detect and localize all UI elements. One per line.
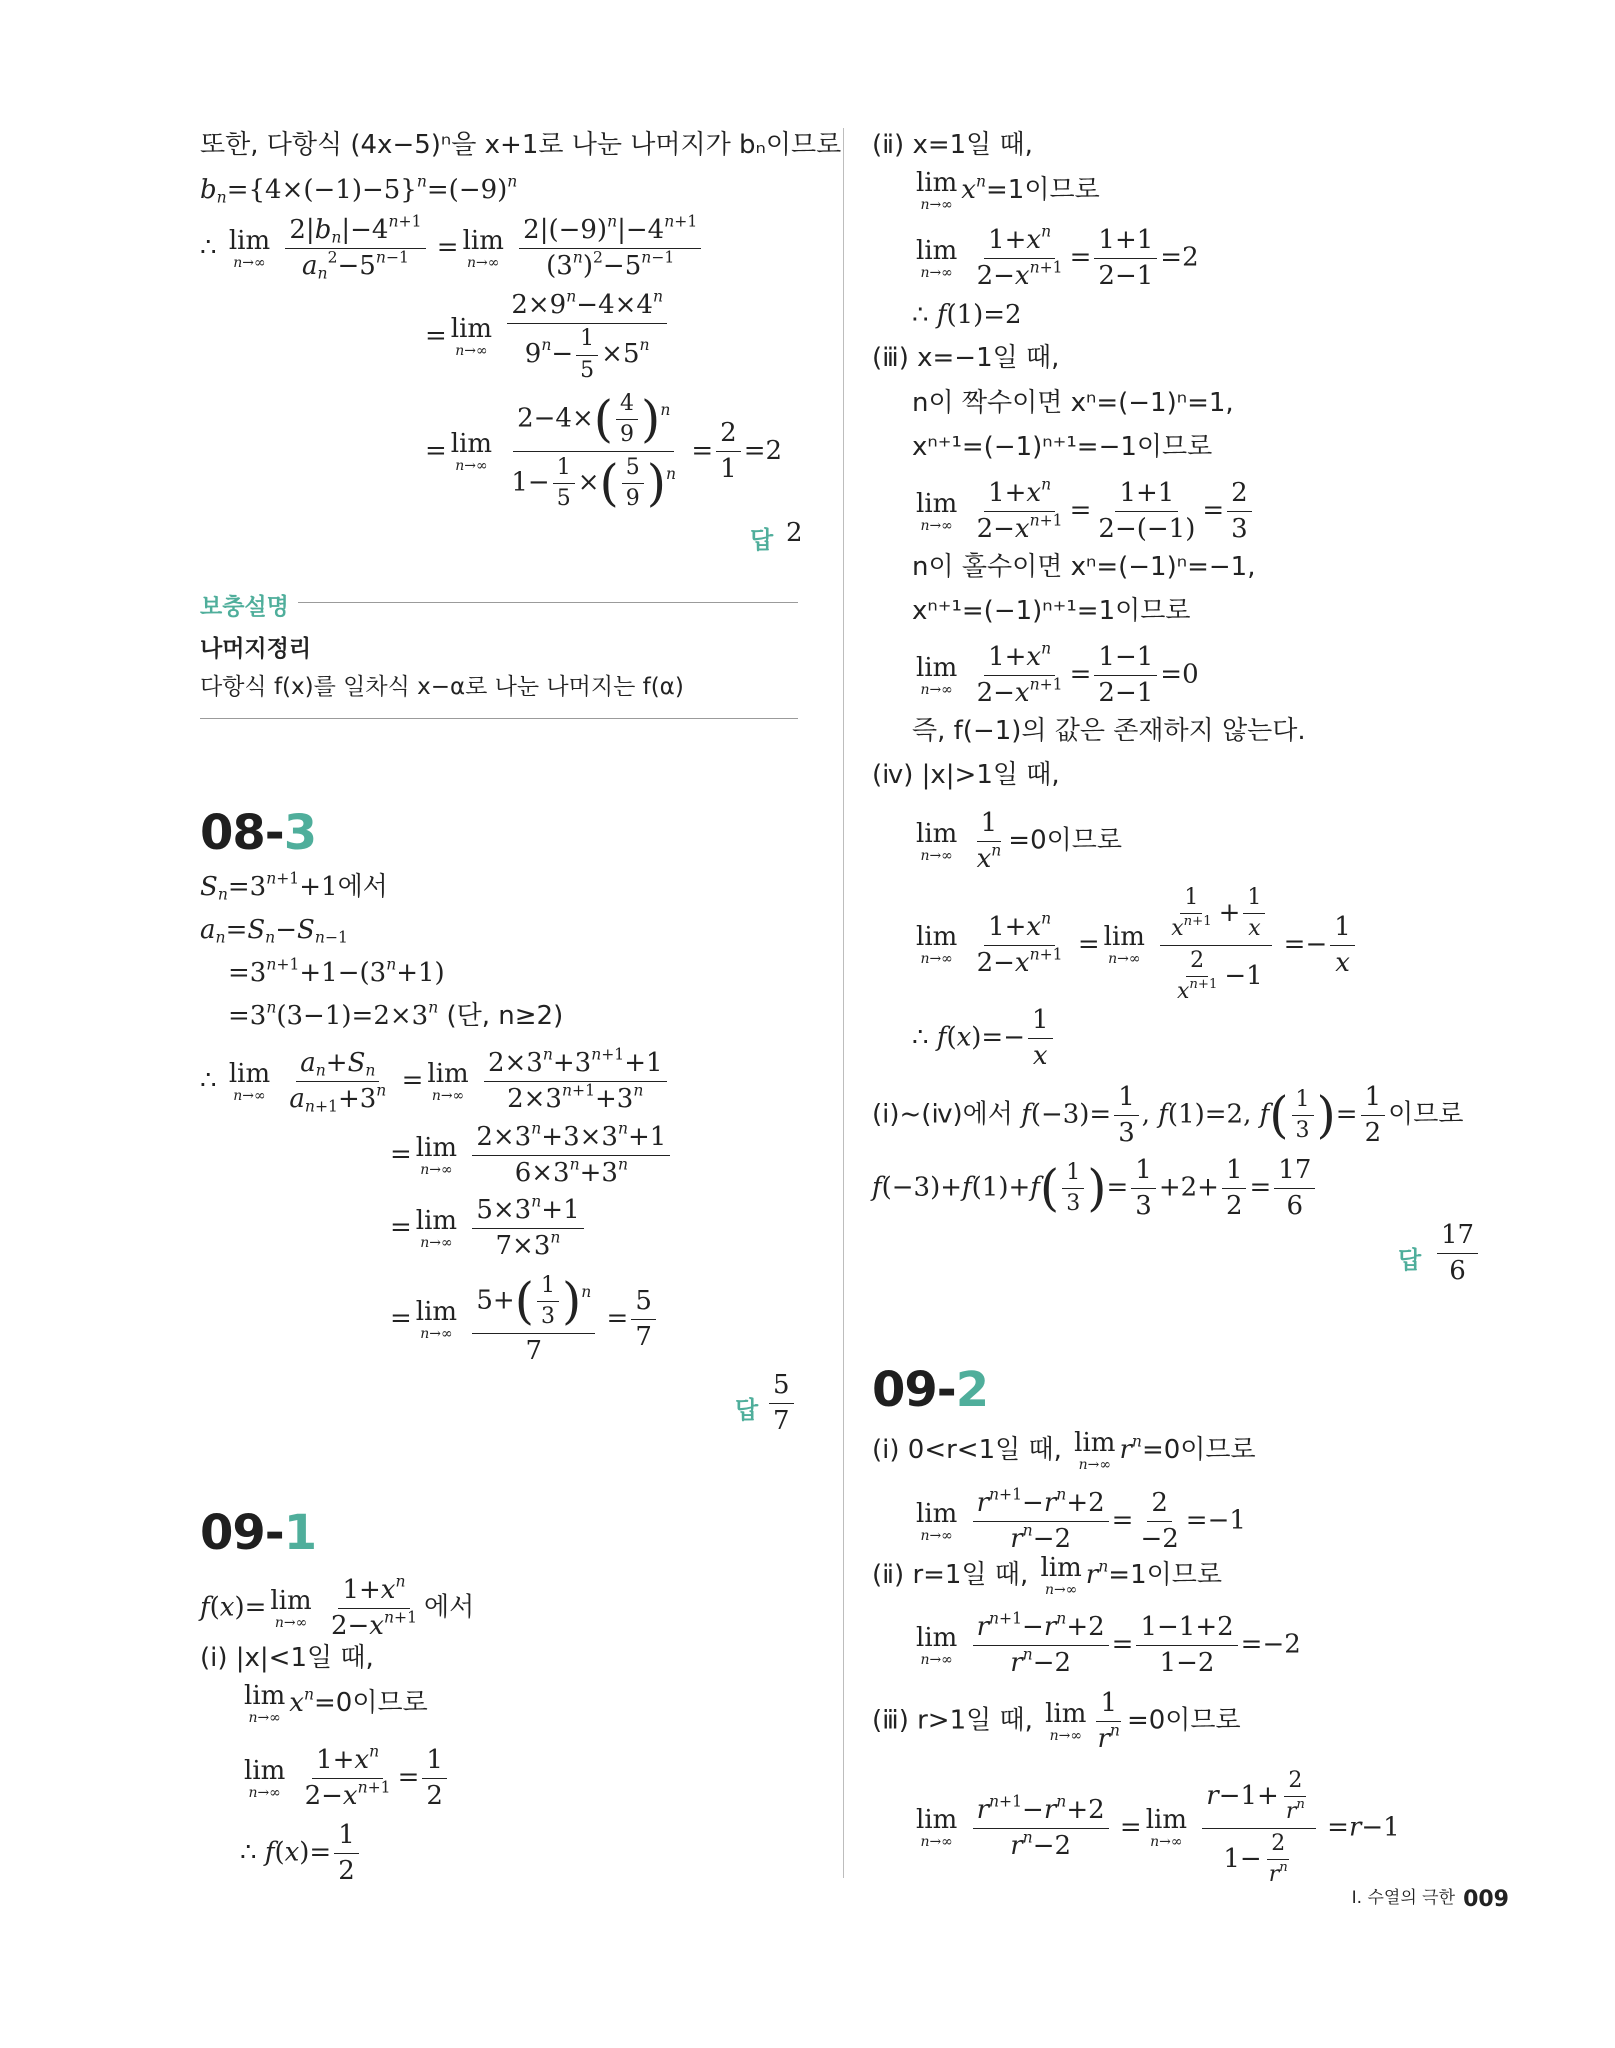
math-line: lim n→∞ $\frac{1+x^n}{2-x^{n+1}}$ = $\frac{1}{2}$ — [240, 1745, 450, 1812]
math-line: $b_n=\{4\times(-1)-5\}^n=(-9)^n$ — [200, 172, 518, 207]
supplement-title: 보충설명 — [200, 594, 289, 620]
supplement-rule — [298, 602, 798, 603]
case-heading: (ⅰ) |x|<1일 때, — [200, 1643, 374, 1673]
math-line: (ⅰ)~(ⅳ)에서 f(−3)= $\frac{1}{3}$ , f(1)=2, f( $\frac{1}{3}$ )= $\frac{1}{2}$ 이므로 — [872, 1082, 1464, 1149]
math-line: lim n→∞ $\frac{1+x^n}{2-x^{n+1}}$ = $\frac{1+1}{2-(-1)}$ = $\frac{2}{3}$ — [912, 478, 1255, 545]
math-line: = lim n→∞ $\frac{5\times 3^n+1}{7\times 3^n}$ — [390, 1195, 587, 1262]
text-line: 또한, 다항식 (4x−5)ⁿ을 x+1로 나눈 나머지가 bₙ이므로 — [200, 130, 842, 160]
text-line: xⁿ⁺¹=(−1)ⁿ⁺¹=1이므로 — [912, 596, 1191, 626]
text-line: n이 홀수이면 xⁿ=(−1)ⁿ=−1, — [912, 552, 1256, 582]
section-title-09-1: 09-1 — [200, 1505, 317, 1561]
case-heading: (ⅳ) |x|>1일 때, — [872, 760, 1060, 790]
section-title-08-3: 08-3 — [200, 805, 317, 861]
chapter-label: Ⅰ. 수열의 극한 — [1351, 1888, 1455, 1908]
math-line: (ⅱ) r=1일 때, lim n→∞ $r^n=1$이므로 — [872, 1553, 1222, 1598]
math-line: ∴ f(1)=2 — [912, 300, 1022, 330]
case-heading: (ⅱ) x=1일 때, — [872, 130, 1033, 160]
text-line: 즉, f(−1)의 값은 존재하지 않는다. — [912, 716, 1306, 746]
math-line: (ⅰ) 0<r<1일 때, lim n→∞ $r^n=0$이므로 — [872, 1428, 1256, 1473]
math-line: f(−3)+f(1)+f( $\frac{1}{3}$ )= $\frac{1}{3}$ +2+ $\frac{1}{2}$ = $\frac{17}{6}$ — [872, 1155, 1318, 1222]
math-line: = lim n→∞ $\frac{2\times 3^n+3\times 3^n+1}{6\times 3^n+3^n}$ — [390, 1122, 673, 1189]
math-line: ∴ f(x)= $\frac{1}{2}$ — [240, 1820, 362, 1887]
case-heading: (ⅲ) x=−1일 때, — [872, 343, 1060, 373]
math-line: lim n→∞ $\frac{1+x^n}{2-x^{n+1}}$ = $\frac{1-1}{2-1}$ =0 — [916, 639, 1199, 709]
supplement-rule-bottom — [200, 718, 798, 719]
math-line: f(x)= lim n→∞ $\frac{1+x^n}{2-x^{n+1}}$ 에서 — [200, 1572, 475, 1642]
supplement-subtitle: 나머지정리 — [200, 636, 312, 662]
math-line: lim n→∞ $\frac{r^{n+1}-r^n+2}{r^n-2}$ = $\frac{2}{-2}$ =−1 — [916, 1485, 1246, 1555]
math-line: ∴ lim n→∞ $\frac{2|b_n|-4^{n+1}}{a_n^2-5^{n-1}}$ = lim n→∞ $\frac{2|(-9)^n|-4^{n+1}}{(3^n)^2-5^{n-1}}$ — [200, 215, 704, 282]
math-line: $S_n=3^{n+1}+1$에서 — [200, 869, 388, 904]
answer-value: 2 — [786, 518, 803, 548]
math-line: lim n→∞ $\frac{1+x^n}{2-x^{n+1}}$ = $\frac{1+1}{2-1}$ =2 — [916, 222, 1199, 292]
math-line: = lim n→∞ 5+( $\frac{1}{3}$ )$^n$ 7 = $\frac{5}{7}$ — [390, 1272, 659, 1367]
math-line: lim n→∞ $\frac{1}{x^n}$ =0이므로 — [916, 808, 1122, 875]
math-line: (ⅲ) r>1일 때, lim n→∞ $\frac{1}{r^n}$ =0이므로 — [872, 1688, 1241, 1755]
supplement-text: 다항식 f(x)를 일차식 x−α로 나눈 나머지는 f(α) — [200, 674, 684, 700]
section-title-09-2: 09-2 — [872, 1362, 989, 1418]
math-line: lim n→∞ $x^n=1$이므로 — [916, 168, 1100, 213]
text-line: n이 짝수이면 xⁿ=(−1)ⁿ=1, — [912, 388, 1234, 418]
column-divider — [843, 128, 844, 1878]
text-line: xⁿ⁺¹=(−1)ⁿ⁺¹=−1이므로 — [912, 432, 1213, 462]
math-line: ∴ f(x)=− $\frac{1}{x}$ — [912, 1005, 1056, 1072]
math-line: = lim n→∞ 2−4×( $\frac{4}{9}$ )$^n$ 1− $\frac{1}{5}$ ×( $\frac{5}{9}$ )$^n$ = $\frac{2}{1}$ =2 — [425, 390, 783, 513]
math-line: = lim n→∞ $2\times 9^n-4\times 4^n$ $9^n-$ $\frac{1}{5}$ $\times 5^n$ — [425, 290, 670, 384]
math-line: lim n→∞ $x^n=0$이므로 — [244, 1681, 428, 1726]
math-line: ∴ lim n→∞ $\frac{a_n+S_n}{a_{n+1}+3^n}$ = lim n→∞ $\frac{2\times 3^n+3^{n+1}+1}{2\times 3^{n+1}+3^n}$ — [200, 1048, 670, 1115]
math-line: $=3^n(3-1)=2\times 3^n$ (단, n≥2) — [228, 998, 564, 1031]
math-line: $a_n=S_n-S_{n-1}$ — [200, 915, 348, 947]
math-line: lim n→∞ $\frac{r^{n+1}-r^n+2}{r^n-2}$ = lim n→∞ r−1+ $\frac{2}{r^n}$ 1− $\frac{2}{r^n}$ =r−1 — [916, 1768, 1400, 1888]
answer-label: 답 — [1398, 1246, 1422, 1274]
math-line: lim n→∞ $\frac{1+x^n}{2-x^{n+1}}$ = lim n→∞ $\frac{1}{x^{n+1}}$ + $\frac{1}{x}$ $\frac{2}{x^{n+1}}$ −1 =− $\frac{1}{x}$ — [912, 885, 1358, 1006]
math-line: $=3^{n+1}+1-(3^n+1)$ — [228, 955, 445, 988]
answer-label: 답 — [735, 1396, 759, 1424]
math-line: lim n→∞ $\frac{r^{n+1}-r^n+2}{r^n-2}$ = $\frac{1-1+2}{1-2}$ =−2 — [916, 1609, 1301, 1679]
answer-value: $\frac{17}{6}$ — [1434, 1220, 1481, 1287]
answer-value: $\frac{5}{7}$ — [766, 1370, 797, 1437]
answer-label: 답 — [750, 526, 774, 554]
page-number: 009 — [1463, 1887, 1509, 1912]
